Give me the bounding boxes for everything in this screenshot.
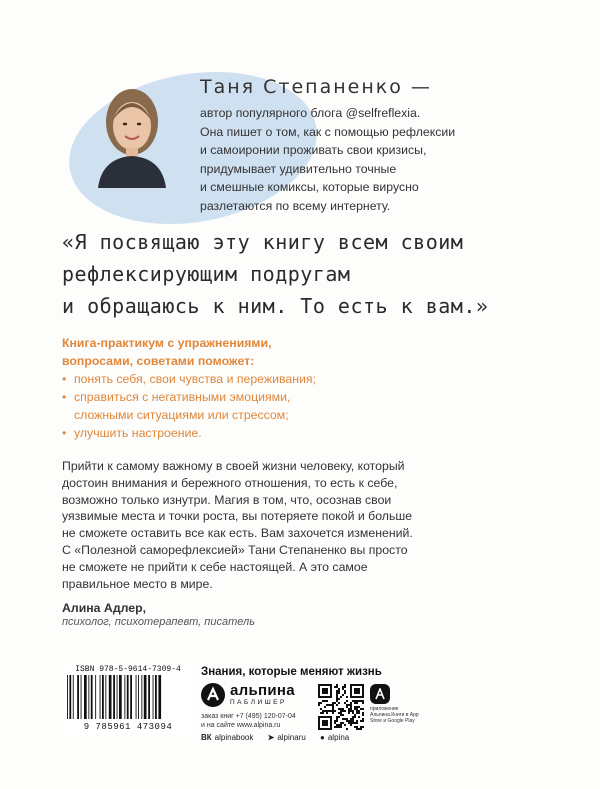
review-line: возможно только изнутри. Магия в том, что, осознав свои <box>62 492 392 507</box>
author-name: Таня Степаненко — <box>200 76 432 98</box>
order-info <box>201 712 296 730</box>
practicum-bullet-line: сложными ситуациями или стрессом; <box>74 408 289 422</box>
quote-line: и обращаюсь к ним. То есть к вам.» <box>62 294 489 318</box>
publisher-name: альпина <box>230 682 295 699</box>
review-line: Прийти к самому важному в своей жизни человеку, который <box>62 459 405 473</box>
dedication-quote <box>62 226 542 322</box>
order-phone: заказ книг +7 (495) 120-07-04 <box>201 713 296 720</box>
app-info: приложение Альпина.Книги в App Store и Google Play <box>370 706 419 724</box>
practicum-bullet <box>62 388 522 424</box>
author-bio-line: автор популярного блога @selfreflexia. <box>200 106 421 120</box>
quote-line: «Я посвящаю эту книгу всем своим <box>62 230 464 254</box>
author-bio-line: и самоиронии проживать свои кризисы, <box>200 143 427 157</box>
review-line: уязвимые места и точки роста, вы потеряете покой и больше <box>62 509 413 524</box>
author-bio-line: придумывает удивительно точные <box>200 161 397 176</box>
publisher-subtitle: ПАБЛИШЕР <box>230 699 287 706</box>
social-label: alpinabook <box>214 733 254 742</box>
telegram-icon: ➤ <box>267 733 275 742</box>
barcode-bars <box>63 675 193 721</box>
order-site: и на сайте www.alpina.ru <box>201 722 281 729</box>
social-label: alpinaru <box>277 733 306 742</box>
qr-code <box>318 684 364 730</box>
reviewer-role: психолог, психотерапевт, писатель <box>62 616 255 628</box>
practicum-bullet <box>62 424 522 442</box>
review-line: не сможете оставить все как есть. Вам захочется изменений. <box>62 526 413 541</box>
author-bio-line: Она пишет о том, как с помощью рефлексии <box>200 124 456 139</box>
social-alpina[interactable] <box>320 733 349 742</box>
practicum-intro <box>62 334 522 370</box>
reviewer-name: Алина Адлер, <box>62 601 147 615</box>
publisher-logo-icon <box>201 683 225 707</box>
author-photo <box>92 78 172 188</box>
circle-icon: ● <box>320 733 325 742</box>
barcode-number: 9 785961 473094 <box>83 722 173 732</box>
vk-icon: ВК <box>201 733 212 742</box>
practicum-list <box>62 370 522 442</box>
barcode <box>63 665 193 735</box>
practicum-block <box>62 334 522 442</box>
social-vk[interactable] <box>201 733 256 742</box>
review-line: С «Полезной саморефлексией» Тани Степаненко вы просто <box>62 542 408 557</box>
social-links <box>201 733 361 742</box>
social-telegram[interactable] <box>268 733 308 742</box>
review-line: достоин внимания и бережного отношения, то есть к себе, <box>62 475 398 490</box>
quote-line: рефлексирующим подругам <box>62 262 351 286</box>
practicum-bullet-line: • справиться с негативными эмоциями, <box>74 390 291 404</box>
isbn-text: ISBN 978-5-9614-7309-4 <box>75 665 181 674</box>
app-logo-icon <box>370 684 390 704</box>
practicum-intro-line: вопросами, советами поможет: <box>62 354 255 368</box>
author-bio-line: разлетаются по всему интернету. <box>200 198 391 213</box>
social-label: alpina <box>327 733 350 742</box>
practicum-bullet-line: • понять себя, свои чувства и переживания; <box>74 372 316 386</box>
review-text <box>62 458 542 592</box>
publisher-slogan: Знания, которые меняют жизнь <box>201 666 382 678</box>
author-bio-line: и смешные комиксы, которые вирусно <box>200 180 419 194</box>
review-line: не сможете не прийти к себе настоящей. А это самое <box>62 559 368 574</box>
review-line: правильное место в мире. <box>62 576 213 591</box>
practicum-intro-line: Книга-практикум с упражнениями, <box>62 336 272 350</box>
practicum-bullet <box>62 370 522 388</box>
author-bio <box>200 104 500 215</box>
practicum-bullet-line: • улучшить настроение. <box>74 426 202 440</box>
